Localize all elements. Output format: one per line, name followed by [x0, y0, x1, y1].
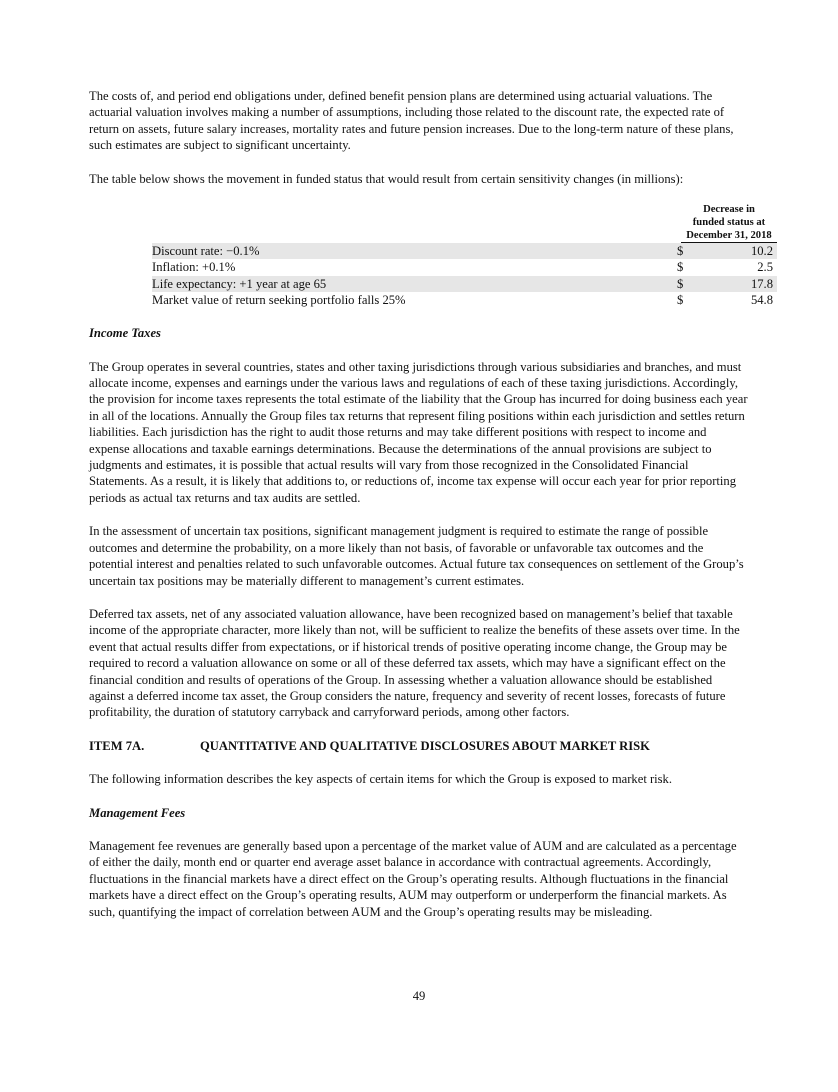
currency-symbol: $	[677, 292, 684, 307]
row-value: 54.8	[750, 292, 773, 307]
row-label: Inflation: +0.1%	[152, 260, 236, 275]
sensitivity-table-header	[152, 204, 777, 243]
row-label: Life expectancy: +1 year at age 65	[152, 276, 327, 291]
item-7a-heading	[89, 738, 749, 754]
pension-paragraph: The costs of, and period end obligations under, defined benefit pension plans are determined using actuarial valuations. The actuarial valuation involves making a number of assumptions, including those related to the discount rate, the expected rate of return on assets, future salary increases, mortality rates and future pension increases. Due to the long-term nature of these plans, such estimates are subject to significant uncertainty.	[89, 89, 734, 153]
column-header-decrease	[681, 203, 777, 243]
currency-symbol: $	[677, 276, 684, 291]
document-page	[89, 88, 773, 937]
item-number: ITEM 7A.	[89, 738, 145, 753]
row-value: 10.2	[750, 244, 773, 259]
table-intro-paragraph: The table below shows the movement in funded status that would result from certain sensitivity changes (in millions):	[89, 171, 684, 186]
management-fees-paragraph: Management fee revenues are generally based upon a percentage of the market value of AUM and are calculated as a percentage of either the daily, month end or quarter end average asset balance in accordance with contractual agreements. Accordingly, fluctuations in the financial markets have a direct effect on the Group’s operating results. Although fluctuations in the financial markets have a direct effect on the Group’s operating results, AUM may outperform or underperform the financial markets. As such, quantifying the impact of correlation between AUM and the Group’s operating results may be misleading.	[89, 838, 737, 919]
column-header-line: funded status at	[692, 217, 766, 229]
income-taxes-heading: Income Taxes	[89, 326, 161, 341]
table-row	[152, 259, 777, 275]
row-label: Discount rate: −0.1%	[152, 244, 260, 259]
column-header-line: Decrease in	[703, 204, 755, 216]
income-taxes-paragraph-1: The Group operates in several countries, states and other taxing jurisdictions through various subsidiaries and branches, and must allocate income, expenses and earnings under the various laws and regulations of each of these taxing jurisdictions. Accordingly, the provision for income taxes represents the total estimate of the liability that the Group has incurred for doing business each year in all of the locations. Annually the Group files tax returns that represent filing positions within each jurisdiction and settles return liabilities. Each jurisdiction has the right to audit those returns and may take different positions with respect to income and expense allocations and taxable earnings determinations. Because the determinations of the annual provisions are subject to judgments and estimates, it is possible that actual results will vary from those recognized in the Consolidated Financial Statements. As a result, it is likely that additions to, or reductions of, income tax expense will occur each year for prior reporting periods as actual tax returns and tax audits are settled.	[89, 359, 748, 505]
page-number: 49	[412, 989, 426, 1003]
item-title: QUANTITATIVE AND QUALITATIVE DISCLOSURES ABOUT MARKET RISK	[200, 738, 650, 753]
row-value: 17.8	[750, 276, 773, 291]
table-row	[152, 243, 777, 259]
currency-symbol: $	[677, 244, 684, 259]
row-value: 2.5	[757, 260, 773, 275]
table-row	[152, 292, 777, 308]
management-fees-heading: Management Fees	[89, 805, 186, 820]
currency-symbol: $	[677, 260, 684, 275]
income-taxes-paragraph-2: In the assessment of uncertain tax positions, significant management judgment is required to estimate the range of possible outcomes and determine the probability, on a more likely than not basis, of favorable or unfavorable tax outcomes and the potential interest and penalties related to such unfavorable outcomes. Actual future tax consequences on settlement of the Group’s uncertain tax positions may be materially different to management’s current estimates.	[89, 524, 744, 588]
market-risk-intro: The following information describes the key aspects of certain items for which the Group is exposed to market risk.	[89, 772, 673, 787]
column-header-line: December 31, 2018	[686, 230, 772, 242]
row-label: Market value of return seeking portfolio falls 25%	[152, 292, 406, 307]
income-taxes-paragraph-3: Deferred tax assets, net of any associated valuation allowance, have been recognized based on management’s belief that taxable income of the appropriate character, more likely than not, will be sufficient to realize the benefits of these assets over time. In the event that actual results differ from expectations, or if historical trends of positive operating income change, the Group may be required to record a valuation allowance on some or all of these deferred tax assets, which may have a significant effect on the financial condition and results of operations of the Group. In assessing whether a valuation allowance should be established against a deferred income tax asset, the Group considers the nature, frequency and severity of recent losses, forecasts of future profitability, the duration of statutory carryback and carryforward periods, among other factors.	[89, 606, 740, 720]
sensitivity-table	[152, 204, 777, 308]
table-row	[152, 276, 777, 292]
